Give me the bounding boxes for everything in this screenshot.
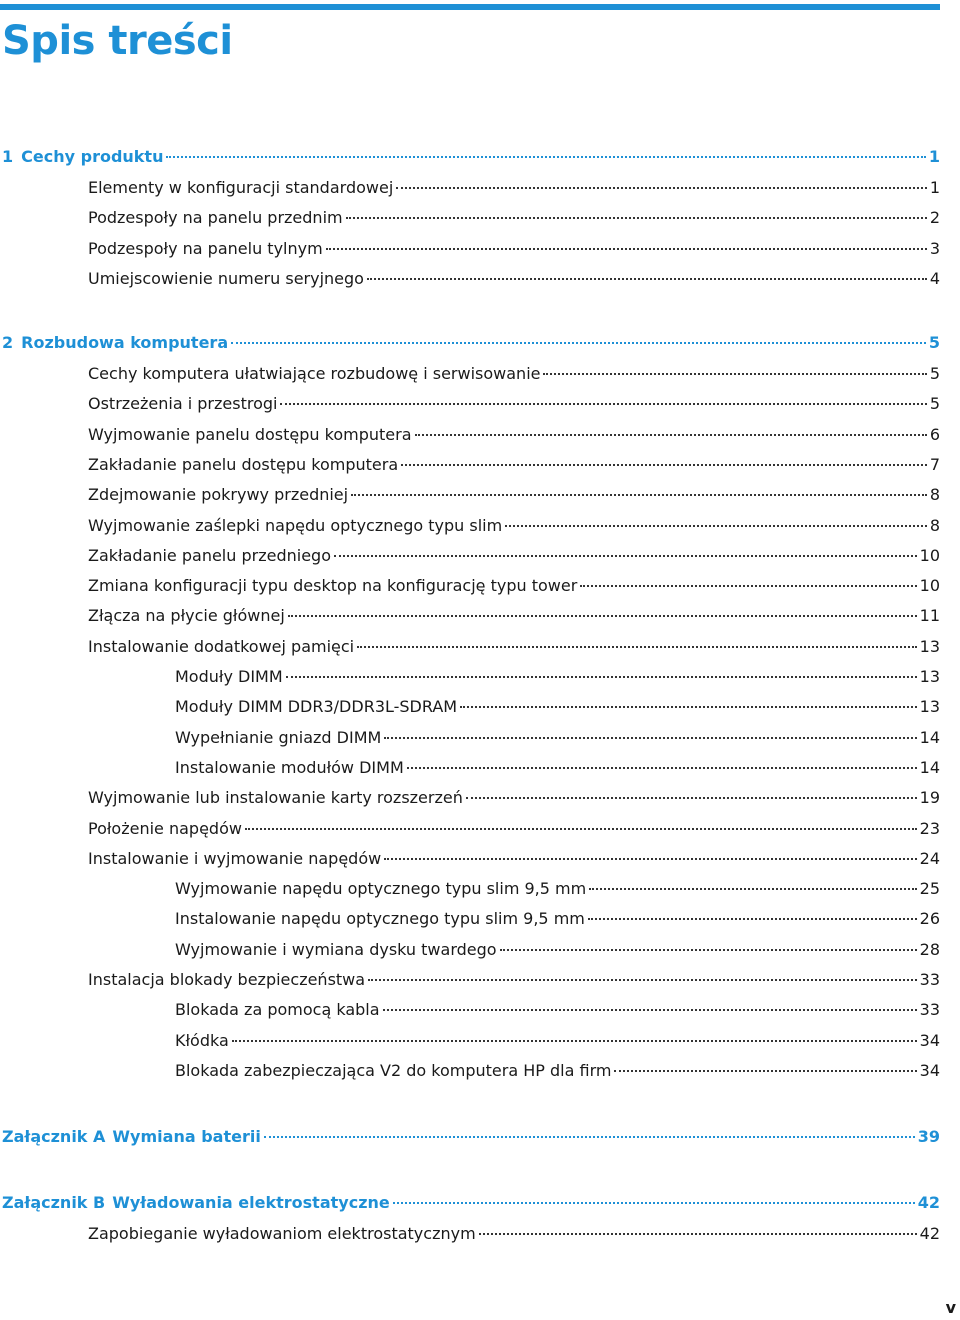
toc-page-number: 42 [919,1224,940,1243]
toc-section[interactable] [88,545,940,567]
dot-leader [383,1009,917,1011]
toc-page-number: 14 [919,727,940,747]
toc-page-number: 6 [929,424,940,444]
toc-section[interactable] [88,848,940,870]
toc-subsection[interactable] [175,939,940,961]
toc-section[interactable] [88,636,940,658]
toc-entry-label: Wyjmowanie napędu optycznego typu slim 9,5 mm [175,879,587,899]
toc-page-number: 24 [919,848,940,868]
dot-leader [286,676,917,678]
toc-subsection[interactable] [175,666,940,688]
toc-page-number: 14 [919,757,940,777]
toc-section[interactable] [88,238,940,260]
toc-entry-label: Położenie napędów [88,818,242,838]
toc-entry-label: Wyjmowanie zaślepki napędu optycznego typu slim [88,515,503,535]
toc-section[interactable] [88,393,940,415]
dot-leader [280,403,926,405]
toc-section[interactable] [88,818,940,840]
toc-entry-label: Wyjmowanie i wymiana dysku twardego [175,939,497,959]
toc-chapter-label: Wymiana baterii [112,1127,261,1146]
toc-page-number: 13 [919,667,940,686]
toc-entry-label: Instalowanie dodatkowej pamięci [88,636,355,656]
toc-subsection[interactable] [175,757,940,779]
dot-leader [393,1202,915,1204]
dot-leader [466,797,917,799]
toc-entry-label: Moduły DIMM DDR3/DDR3L-SDRAM [175,697,458,717]
toc-entry-label: Instalowanie modułów DIMM [175,757,404,777]
dot-leader [326,248,927,250]
toc-section[interactable] [88,268,940,290]
toc-page-number: 19 [919,788,940,808]
dot-leader [384,858,916,860]
dot-leader [367,278,927,280]
toc-page-number: 7 [929,454,940,474]
toc-chapter-label: Cechy produktu [21,147,164,166]
toc-page-number: 34 [919,1030,940,1050]
dot-leader [346,217,927,219]
toc-section[interactable] [88,177,940,199]
toc-chapter[interactable] [2,1192,940,1214]
toc-entry-label: Ostrzeżenia i przestrogi [88,394,278,414]
toc-page-number: 10 [919,545,940,565]
toc-entry-label: Podzespoły na panelu tylnym [88,238,323,258]
toc-section[interactable] [88,454,940,476]
toc-chapter-number: Załącznik A [2,1127,106,1146]
toc-chapter[interactable] [2,332,940,354]
dot-leader [384,737,916,739]
toc-section[interactable] [88,207,940,229]
dot-leader [614,1070,916,1072]
toc-entry-label: Instalacja blokady bezpieczeństwa [88,970,366,989]
dot-leader [588,918,917,920]
toc-page-number: 23 [919,818,940,838]
dot-leader [245,828,917,830]
toc-page-number: 34 [919,1060,940,1080]
dot-leader [401,464,927,466]
toc-chapter[interactable] [2,146,940,168]
toc-entry-label: Wyjmowanie lub instalowanie karty rozszerzeń [88,788,463,808]
toc-entry-label: Złącza na płycie głównej [88,606,285,626]
toc-page-number: 28 [919,939,940,959]
toc-page-number: 11 [919,606,940,626]
dot-leader [334,555,917,557]
toc-page-number: 3 [929,238,940,258]
toc-chapter[interactable] [2,1126,940,1148]
dot-leader [543,373,926,375]
toc-section[interactable] [88,605,940,627]
toc-entry-label: Umiejscowienie numeru seryjnego [88,268,364,288]
toc-section[interactable] [88,575,940,597]
toc-entry-label: Moduły DIMM [175,667,283,686]
dot-leader [415,434,927,436]
toc-entry-label: Cechy komputera ułatwiające rozbudowę i serwisowanie [88,364,541,383]
toc-page-number: 10 [919,576,940,596]
toc-subsection[interactable] [175,999,940,1021]
toc-section[interactable] [88,424,940,446]
dot-leader [505,525,927,527]
toc-section[interactable] [88,515,940,537]
dot-leader [368,979,917,981]
dot-leader [479,1233,917,1235]
toc-entry-label: Zmiana konfiguracji typu desktop na konfigurację typu tower [88,576,578,596]
dot-leader [288,615,917,617]
toc-page-number: 13 [919,636,940,656]
toc-page-number: 42 [917,1193,940,1212]
toc-subsection[interactable] [175,727,940,749]
toc-entry-label: Blokada za pomocą kabla [175,1000,380,1020]
toc-section[interactable] [88,484,940,506]
toc-page-number: 2 [929,208,940,228]
top-rule [0,4,940,10]
toc-chapter-number: 2 [2,333,14,352]
toc-page-number: 5 [929,364,940,383]
toc-section[interactable] [88,787,940,809]
dot-leader [232,1040,917,1042]
toc-subsection[interactable] [175,696,940,718]
toc-entry-label: Zdejmowanie pokrywy przedniej [88,485,349,505]
dot-leader [231,342,926,344]
toc-chapter-number: Załącznik B [2,1193,106,1212]
toc-entry-label: Instalowanie i wyjmowanie napędów [88,848,382,868]
toc-subsection[interactable] [175,878,940,900]
toc-entry-label: Zakładanie panelu dostępu komputera [88,454,399,474]
toc-entry-label: Kłódka [175,1030,229,1050]
toc-entry-label: Wypełnianie gniazd DIMM [175,727,382,747]
toc-entry-label: Blokada zabezpieczająca V2 do komputera HP dla firm [175,1060,612,1080]
toc-section[interactable] [88,363,940,385]
toc-page-number: 1 [928,147,940,166]
toc-section[interactable] [88,1223,940,1245]
toc-page-number: 25 [919,879,940,899]
toc-entry-label: Podzespoły na panelu przednim [88,208,343,228]
toc-page-number: 4 [929,268,940,288]
toc-page-number: 33 [919,970,940,989]
dot-leader [264,1136,915,1138]
toc-subsection[interactable] [175,1030,940,1052]
dot-leader [351,494,927,496]
dot-leader [407,767,917,769]
toc-page-number: 1 [929,178,940,197]
toc-chapter-number: 1 [2,147,14,166]
toc-page-number: 5 [929,394,940,414]
page-number: v [945,1298,956,1317]
page-title: Spis treści [2,18,233,64]
toc-subsection[interactable] [175,908,940,930]
dot-leader [589,888,916,890]
toc-subsection[interactable] [175,1060,940,1082]
toc-page-number: 26 [919,909,940,929]
toc-entry-label: Zapobieganie wyładowaniom elektrostatycznym [88,1224,476,1243]
dot-leader [580,585,916,587]
toc-page-number: 13 [919,697,940,717]
toc-chapter-label: Wyładowania elektrostatyczne [112,1193,390,1212]
dot-leader [396,187,927,189]
dot-leader [460,706,917,708]
toc-page-number: 8 [929,515,940,535]
dot-leader [357,646,917,648]
toc-page-number: 39 [917,1127,940,1146]
toc-entry-label: Instalowanie napędu optycznego typu slim 9,5 mm [175,909,585,929]
toc-entry-label: Wyjmowanie panelu dostępu komputera [88,424,412,444]
dot-leader [166,156,925,158]
toc-page-number: 33 [919,1000,940,1020]
dot-leader [500,949,917,951]
toc-chapter-label: Rozbudowa komputera [21,333,229,352]
toc-entry-label: Zakładanie panelu przedniego [88,545,331,565]
toc-entry-label: Elementy w konfiguracji standardowej [88,178,394,197]
toc-page-number: 8 [929,485,940,505]
toc-page-number: 5 [928,333,940,352]
toc-section[interactable] [88,969,940,991]
